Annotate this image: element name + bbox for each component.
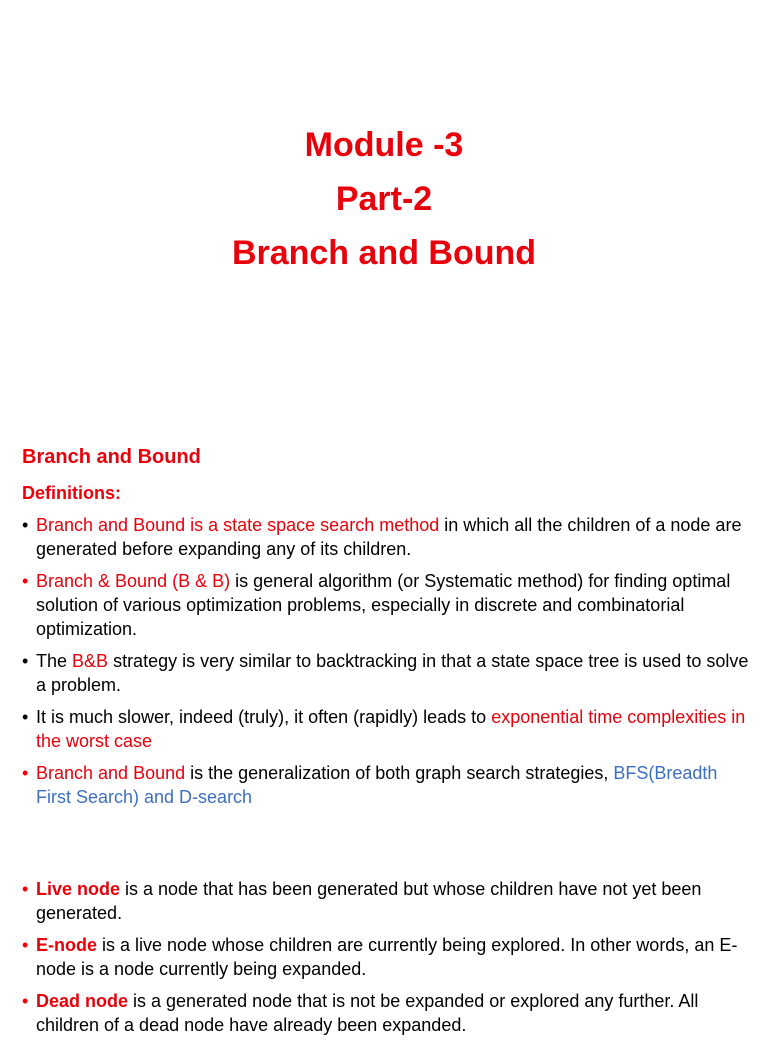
- node-description: is a node that has been generated but whose children have not yet been generated.: [36, 879, 702, 923]
- definition-highlight: Branch and Bound is a state space search method: [36, 515, 440, 535]
- bullet-icon: •: [22, 763, 29, 783]
- title-module: Module -3: [304, 126, 464, 164]
- title-part: Part-2: [335, 180, 433, 218]
- node-term: Live node: [36, 879, 121, 899]
- definition-blue-text: BFS(Breadth First Search) and D-search: [36, 763, 718, 807]
- definition-highlight: Branch and Bound: [36, 763, 186, 783]
- definition-item: [22, 513, 752, 561]
- bullet-icon: •: [22, 707, 29, 727]
- title-topic: Branch and Bound: [231, 234, 537, 272]
- definition-highlight: exponential time complexities in the worst case: [36, 707, 746, 751]
- bullet-icon: •: [22, 935, 29, 955]
- node-term: Dead node: [36, 991, 129, 1011]
- node-term: E-node: [36, 935, 97, 955]
- definition-prefix: It is much slower, indeed (truly), it often (rapidly) leads to: [36, 707, 492, 727]
- section-heading: Branch and Bound: [22, 446, 201, 468]
- definitions-list: [22, 513, 752, 817]
- bullet-icon: •: [22, 991, 29, 1011]
- definition-text: strategy is very similar to backtracking in that a state space tree is used to solve a problem.: [36, 651, 749, 695]
- definition-item: [22, 705, 752, 753]
- definition-item: [22, 569, 752, 641]
- node-type-item: [22, 933, 752, 981]
- slide-title: [0, 118, 768, 280]
- node-types-list: [22, 877, 752, 1045]
- definition-prefix: The: [36, 651, 73, 671]
- bullet-icon: •: [22, 571, 29, 591]
- definition-text: is general algorithm (or Systematic method) for finding optimal solution of various optimization problems, especially in discrete and combinatorial optimization.: [36, 571, 731, 639]
- definition-item: [22, 649, 752, 697]
- definition-item: [22, 761, 752, 809]
- definition-text: in which all the children of a node are generated before expanding any of its children.: [36, 515, 742, 559]
- node-type-item: [22, 989, 752, 1037]
- definition-text: is the generalization of both graph search strategies,: [185, 763, 614, 783]
- definition-highlight: Branch & Bound (B & B): [36, 571, 231, 591]
- node-description: is a generated node that is not be expanded or explored any further. All children of a dead node have already been expanded.: [36, 991, 699, 1035]
- node-description: is a live node whose children are currently being explored. In other words, an E-node is a node currently being expanded.: [36, 935, 738, 979]
- definitions-heading: Definitions:: [22, 483, 121, 503]
- bullet-icon: •: [22, 879, 29, 899]
- node-type-item: [22, 877, 752, 925]
- bullet-icon: •: [22, 515, 29, 535]
- definition-highlight: B&B: [72, 651, 109, 671]
- bullet-icon: •: [22, 651, 29, 671]
